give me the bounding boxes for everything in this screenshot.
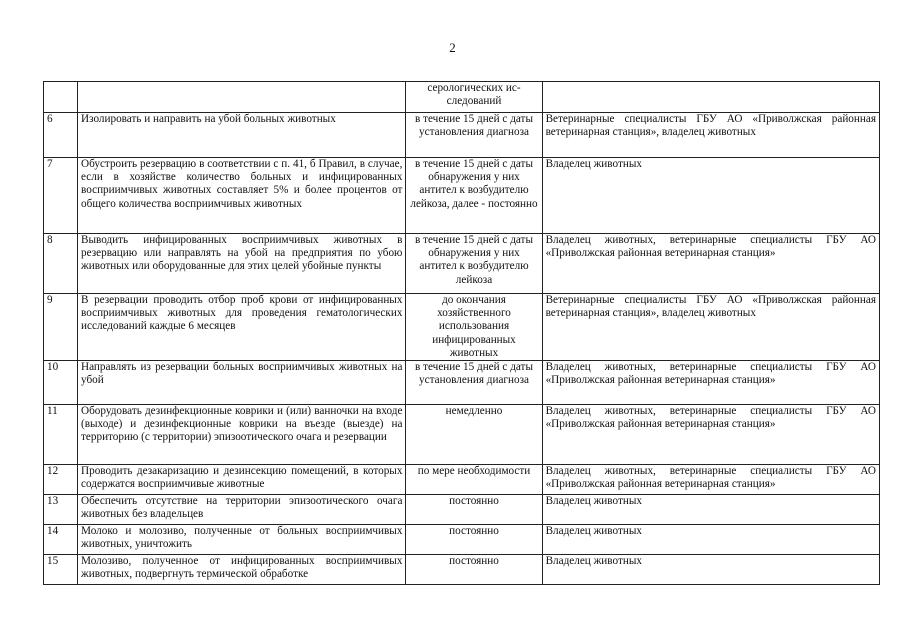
row-number-cell (44, 82, 78, 113)
action-cell: Молозиво, полученное от инфицированных восприимчивых животных, подвергнуть термической обработке (78, 555, 406, 585)
row-number-cell: 9 (44, 294, 78, 361)
action-cell (78, 82, 406, 113)
responsible-cell: Ветеринарные специалисты ГБУ АО «Приволжская районная ветеринарная станция», владелец животных (542, 294, 879, 361)
term-cell (406, 82, 542, 113)
row-number-cell: 10 (44, 361, 78, 405)
table-row (44, 158, 880, 234)
row-number-cell: 15 (44, 555, 78, 585)
page-number: 2 (449, 40, 456, 55)
table-row (44, 82, 880, 113)
action-cell: Направлять из резервации больных восприимчивых животных на убой (78, 361, 406, 405)
term-cell: немедленно (406, 405, 542, 465)
term-cell: в течение 15 дней с даты установления диагноза (406, 113, 542, 158)
row-number-cell: 13 (44, 495, 78, 525)
table-row (44, 234, 880, 294)
term-cell: в течение 15 дней с даты обнаружения у них антител к возбудителю лейкоза, далее - постоянно (406, 158, 542, 234)
row-number-cell: 14 (44, 525, 78, 555)
term-cell: постоянно (406, 525, 542, 555)
responsible-cell: Ветеринарные специалисты ГБУ АО «Приволжская районная ветеринарная станция», владелец животных (542, 113, 879, 158)
responsible-cell (542, 82, 879, 113)
responsible-cell: Владелец животных (542, 555, 879, 585)
action-cell: Молоко и молозиво, полученные от больных восприимчивых животных, уничтожить (78, 525, 406, 555)
term-cell: по мере необходимости (406, 465, 542, 495)
row-number-cell: 12 (44, 465, 78, 495)
term-cell: до окончания хозяйственного использования инфицированных животных (406, 294, 542, 361)
action-cell: Оборудовать дезинфекционные коврики и (или) ванночки на входе (выходе) и дезинфекционные коврики на въезде (выезде) на территорию (с территории) эпизоотического очага и резервации (78, 405, 406, 465)
table-row (44, 525, 880, 555)
measures-table (43, 81, 880, 585)
row-number-cell: 11 (44, 405, 78, 465)
responsible-cell: Владелец животных (542, 158, 879, 234)
action-cell: Обустроить резервацию в соответствии с п. 41, б Правил, в случае, если в хозяйстве количество больных и инфицированных восприимчивых животных составляет 5% и более процентов от общего количества восприимчивых животных (78, 158, 406, 234)
action-cell: Изолировать и направить на убой больных животных (78, 113, 406, 158)
row-number-cell: 8 (44, 234, 78, 294)
action-cell: Обеспечить отсутствие на территории эпизоотического очага животных без владельцев (78, 495, 406, 525)
responsible-cell: Владелец животных, ветеринарные специалисты ГБУ АО «Приволжская районная ветеринарная станция» (542, 405, 879, 465)
table-row (44, 405, 880, 465)
responsible-cell: Владелец животных, ветеринарные специалисты ГБУ АО «Приволжская районная ветеринарная станция» (542, 465, 879, 495)
term-cell: в течение 15 дней с даты установления диагноза (406, 361, 542, 405)
responsible-cell: Владелец животных (542, 495, 879, 525)
responsible-cell: Владелец животных, ветеринарные специалисты ГБУ АО «Приволжская районная ветеринарная станция» (542, 234, 879, 294)
action-cell: Выводить инфицированных восприимчивых животных в резервацию или направлять на убой на предприятия по убою животных или оборудованные для этих целей убойные пункты (78, 234, 406, 294)
measures-table-body (44, 82, 880, 585)
action-cell: В резервации проводить отбор проб крови от инфицированных восприимчивых животных для проведения гематологических исследований каждые 6 месяцев (78, 294, 406, 361)
term-text: серологических ис- следований (427, 82, 521, 108)
responsible-cell: Владелец животных (542, 525, 879, 555)
responsible-cell: Владелец животных, ветеринарные специалисты ГБУ АО «Приволжская районная ветеринарная станция» (542, 361, 879, 405)
table-row (44, 294, 880, 361)
table-row (44, 113, 880, 158)
row-number-cell: 7 (44, 158, 78, 234)
table-row (44, 555, 880, 585)
action-cell: Проводить дезакаризацию и дезинсекцию помещений, в которых содержатся восприимчивые животные (78, 465, 406, 495)
term-cell: в течение 15 дней с даты обнаружения у них антител к возбудителю лейкоза (406, 234, 542, 294)
term-cell: постоянно (406, 495, 542, 525)
term-cell: постоянно (406, 555, 542, 585)
table-row (44, 495, 880, 525)
row-number-cell: 6 (44, 113, 78, 158)
table-row (44, 361, 880, 405)
table-row (44, 465, 880, 495)
